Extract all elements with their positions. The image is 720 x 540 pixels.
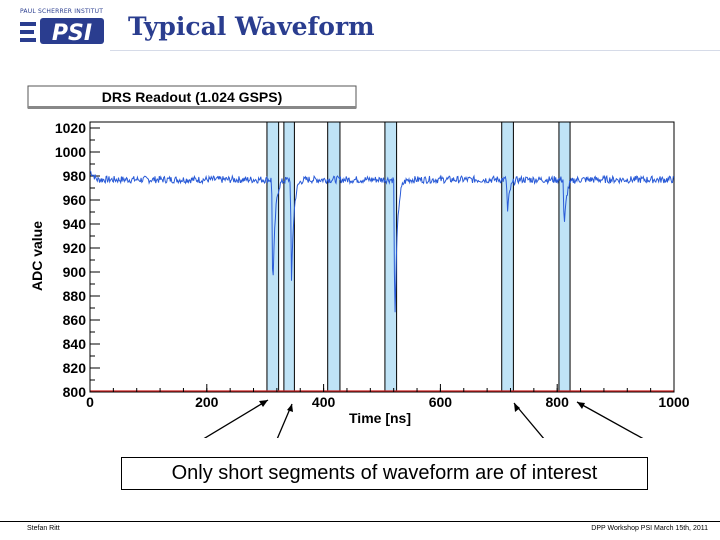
x-tick-label: 600 xyxy=(428,394,453,410)
x-axis-label: Time [ns] xyxy=(349,410,411,426)
y-tick-label: 960 xyxy=(62,192,86,208)
y-tick-label: 920 xyxy=(62,240,86,256)
y-tick-label: 900 xyxy=(62,264,86,280)
y-tick-label: 860 xyxy=(62,312,86,328)
callout-text: Only short segments of waveform are of interest xyxy=(121,457,648,490)
slide-title: Typical Waveform xyxy=(128,12,375,41)
svg-text:PSI: PSI xyxy=(51,21,93,46)
highlight-segment xyxy=(502,122,514,392)
x-tick-label: 1000 xyxy=(658,394,690,410)
y-tick-label: 1020 xyxy=(54,120,86,136)
y-tick-label: 980 xyxy=(62,168,86,184)
chart-title: DRS Readout (1.024 GSPS) xyxy=(101,89,283,105)
y-tick-label: 800 xyxy=(62,384,86,400)
plot-frame xyxy=(90,122,674,392)
y-tick-label: 940 xyxy=(62,216,86,232)
y-tick-label: 880 xyxy=(62,288,86,304)
psi-logo xyxy=(20,8,110,48)
highlight-segment xyxy=(284,122,295,392)
logo-text: PAUL SCHERRER INSTITUT xyxy=(20,8,104,15)
x-tick-label: 0 xyxy=(86,394,94,410)
x-tick-label: 400 xyxy=(311,394,336,410)
x-tick-label: 800 xyxy=(545,394,569,410)
x-tick-label: 200 xyxy=(195,394,219,410)
highlight-segment xyxy=(385,122,397,392)
y-tick-label: 1000 xyxy=(54,144,86,160)
psi-logo-mark xyxy=(20,16,110,52)
footer-event: DPP Workshop PSI March 15th, 2011 xyxy=(591,525,708,532)
footer-divider xyxy=(0,521,720,522)
y-axis-label: ADC value xyxy=(29,220,45,292)
waveform-chart xyxy=(0,78,720,438)
y-tick-label: 840 xyxy=(62,336,86,352)
y-tick-label: 820 xyxy=(62,360,86,376)
chart-title-box xyxy=(28,86,356,109)
callout-arrows xyxy=(195,400,660,438)
highlight-segment xyxy=(559,122,570,392)
highlight-segment xyxy=(328,122,340,392)
footer-author: Stefan Ritt xyxy=(27,525,60,532)
title-divider xyxy=(110,50,720,51)
